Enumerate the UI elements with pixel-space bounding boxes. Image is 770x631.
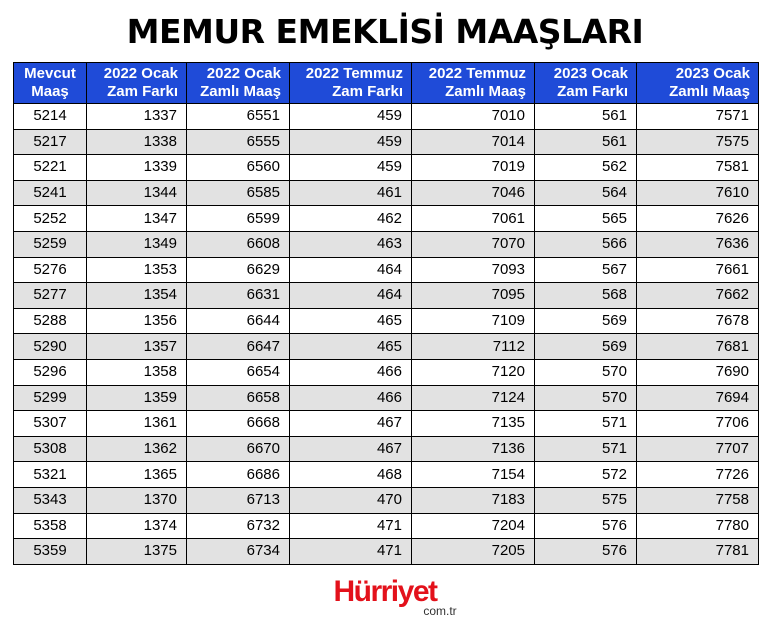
table-cell: 6732 — [187, 513, 290, 539]
column-header — [535, 63, 637, 104]
table-cell: 7758 — [637, 487, 759, 513]
table-cell: 5241 — [14, 180, 87, 206]
table-cell: 1354 — [87, 283, 187, 309]
table-cell: 467 — [290, 436, 412, 462]
table-row — [14, 385, 759, 411]
table-cell: 571 — [535, 436, 637, 462]
table-cell: 466 — [290, 385, 412, 411]
column-header-line: Mevcut — [24, 65, 76, 82]
table-cell: 7571 — [637, 104, 759, 130]
column-header-line: Zamlı Maaş — [445, 83, 526, 100]
table-cell: 5259 — [14, 231, 87, 257]
table-row — [14, 283, 759, 309]
page-title: MEMUR EMEKLİSİ MAAŞLARI — [126, 12, 644, 51]
table-cell: 7681 — [637, 334, 759, 360]
table-row — [14, 411, 759, 437]
column-header — [87, 63, 187, 104]
table-cell: 7636 — [637, 231, 759, 257]
table-cell: 465 — [290, 334, 412, 360]
table-cell: 5299 — [14, 385, 87, 411]
table-cell: 464 — [290, 257, 412, 283]
table-cell: 7581 — [637, 155, 759, 181]
table-cell: 5359 — [14, 539, 87, 565]
table-cell: 1356 — [87, 308, 187, 334]
table-cell: 7046 — [412, 180, 535, 206]
table-cell: 5252 — [14, 206, 87, 232]
table-cell: 6629 — [187, 257, 290, 283]
table-cell: 570 — [535, 359, 637, 385]
table-cell: 5307 — [14, 411, 87, 437]
table-cell: 465 — [290, 308, 412, 334]
column-header — [412, 63, 535, 104]
table-cell: 572 — [535, 462, 637, 488]
table-cell: 1344 — [87, 180, 187, 206]
table-cell: 6608 — [187, 231, 290, 257]
table-cell: 7120 — [412, 359, 535, 385]
column-header-line: 2022 Temmuz — [305, 65, 403, 82]
table-cell: 6555 — [187, 129, 290, 155]
column-header-line: 2022 Ocak — [103, 65, 178, 82]
table-cell: 1353 — [87, 257, 187, 283]
table-cell: 7205 — [412, 539, 535, 565]
table-cell: 5276 — [14, 257, 87, 283]
column-header — [637, 63, 759, 104]
table-cell: 7095 — [412, 283, 535, 309]
table-cell: 7626 — [637, 206, 759, 232]
table-cell: 569 — [535, 334, 637, 360]
table-cell: 7690 — [637, 359, 759, 385]
table-cell: 5288 — [14, 308, 87, 334]
table-cell: 7661 — [637, 257, 759, 283]
column-header-line: Zamlı Maaş — [200, 83, 281, 100]
column-header-line: Maaş — [31, 83, 69, 100]
table-row — [14, 334, 759, 360]
table-cell: 471 — [290, 513, 412, 539]
table-cell: 7610 — [637, 180, 759, 206]
pension-table — [13, 62, 759, 565]
table-header — [14, 63, 759, 104]
table-cell: 6713 — [187, 487, 290, 513]
table-cell: 462 — [290, 206, 412, 232]
column-header — [187, 63, 290, 104]
table-cell: 1361 — [87, 411, 187, 437]
table-cell: 7061 — [412, 206, 535, 232]
table-cell: 6631 — [187, 283, 290, 309]
table-cell: 463 — [290, 231, 412, 257]
table-cell: 1370 — [87, 487, 187, 513]
table-cell: 5296 — [14, 359, 87, 385]
table-cell: 7662 — [637, 283, 759, 309]
column-header-line: 2022 Ocak — [206, 65, 281, 82]
column-header-line: 2023 Ocak — [553, 65, 628, 82]
table-cell: 565 — [535, 206, 637, 232]
table-cell: 568 — [535, 283, 637, 309]
table-cell: 5221 — [14, 155, 87, 181]
table-cell: 571 — [535, 411, 637, 437]
table-cell: 470 — [290, 487, 412, 513]
table-cell: 7124 — [412, 385, 535, 411]
table-cell: 7575 — [637, 129, 759, 155]
table-cell: 7109 — [412, 308, 535, 334]
table-cell: 7070 — [412, 231, 535, 257]
table-row — [14, 155, 759, 181]
table-row — [14, 462, 759, 488]
table-cell: 570 — [535, 385, 637, 411]
column-header-line: Zamlı Maaş — [669, 83, 750, 100]
table-cell: 561 — [535, 129, 637, 155]
table-cell: 7010 — [412, 104, 535, 130]
table-cell: 7726 — [637, 462, 759, 488]
table-cell: 471 — [290, 539, 412, 565]
table-cell: 576 — [535, 539, 637, 565]
column-header — [290, 63, 412, 104]
table-cell: 7694 — [637, 385, 759, 411]
table-body — [14, 104, 759, 565]
table-cell: 6734 — [187, 539, 290, 565]
table-cell: 7135 — [412, 411, 535, 437]
table-cell: 7019 — [412, 155, 535, 181]
table-cell: 7112 — [412, 334, 535, 360]
table-cell: 7183 — [412, 487, 535, 513]
table-cell: 7154 — [412, 462, 535, 488]
table-cell: 1349 — [87, 231, 187, 257]
table-cell: 1365 — [87, 462, 187, 488]
table-cell: 1374 — [87, 513, 187, 539]
hurriyet-logo — [0, 577, 770, 618]
table-cell: 461 — [290, 180, 412, 206]
table-row — [14, 436, 759, 462]
table-cell: 6654 — [187, 359, 290, 385]
table-cell: 459 — [290, 129, 412, 155]
column-header-line: Zam Farkı — [557, 83, 628, 100]
column-header-line: Zam Farkı — [107, 83, 178, 100]
table-row — [14, 180, 759, 206]
table-cell: 7093 — [412, 257, 535, 283]
table-cell: 5321 — [14, 462, 87, 488]
table-cell: 7136 — [412, 436, 535, 462]
logo-name: Hürriyet — [333, 575, 437, 608]
table-cell: 6551 — [187, 104, 290, 130]
table-cell: 6560 — [187, 155, 290, 181]
table-row — [14, 487, 759, 513]
table-cell: 7204 — [412, 513, 535, 539]
table-row — [14, 231, 759, 257]
table-cell: 562 — [535, 155, 637, 181]
column-header-line: Zam Farkı — [332, 83, 403, 100]
table-cell: 6686 — [187, 462, 290, 488]
table-cell: 5308 — [14, 436, 87, 462]
column-header-line: 2022 Temmuz — [428, 65, 526, 82]
table-cell: 468 — [290, 462, 412, 488]
table-cell: 7780 — [637, 513, 759, 539]
table-cell: 5217 — [14, 129, 87, 155]
table-cell: 5343 — [14, 487, 87, 513]
table-cell: 1339 — [87, 155, 187, 181]
table-cell: 561 — [535, 104, 637, 130]
table-row — [14, 539, 759, 565]
table-cell: 1358 — [87, 359, 187, 385]
table-cell: 7781 — [637, 539, 759, 565]
table-cell: 6599 — [187, 206, 290, 232]
table-cell: 575 — [535, 487, 637, 513]
table-cell: 466 — [290, 359, 412, 385]
table-cell: 6658 — [187, 385, 290, 411]
table-row — [14, 104, 759, 130]
table-cell: 5214 — [14, 104, 87, 130]
table-cell: 6647 — [187, 334, 290, 360]
table-cell: 1347 — [87, 206, 187, 232]
table-cell: 569 — [535, 308, 637, 334]
table-cell: 7707 — [637, 436, 759, 462]
table-cell: 5290 — [14, 334, 87, 360]
table-cell: 459 — [290, 104, 412, 130]
table-cell: 6644 — [187, 308, 290, 334]
table-cell: 1357 — [87, 334, 187, 360]
table-cell: 1337 — [87, 104, 187, 130]
column-header-line: 2023 Ocak — [675, 65, 750, 82]
table-cell: 467 — [290, 411, 412, 437]
table-cell: 459 — [290, 155, 412, 181]
table-cell: 1338 — [87, 129, 187, 155]
table-row — [14, 513, 759, 539]
column-header — [14, 63, 87, 104]
table-row — [14, 308, 759, 334]
table-cell: 576 — [535, 513, 637, 539]
header-row — [14, 63, 759, 104]
table-cell: 1375 — [87, 539, 187, 565]
table-cell: 6670 — [187, 436, 290, 462]
table-cell: 567 — [535, 257, 637, 283]
table-cell: 5358 — [14, 513, 87, 539]
table-cell: 1362 — [87, 436, 187, 462]
table-cell: 7706 — [637, 411, 759, 437]
table-cell: 6668 — [187, 411, 290, 437]
table-cell: 5277 — [14, 283, 87, 309]
table-row — [14, 257, 759, 283]
table-row — [14, 359, 759, 385]
table-cell: 6585 — [187, 180, 290, 206]
table-row — [14, 206, 759, 232]
table-cell: 464 — [290, 283, 412, 309]
table-cell: 1359 — [87, 385, 187, 411]
table-cell: 7014 — [412, 129, 535, 155]
table-cell: 566 — [535, 231, 637, 257]
logo-domain: com.tr — [423, 604, 457, 618]
table-row — [14, 129, 759, 155]
table-cell: 564 — [535, 180, 637, 206]
table-cell: 7678 — [637, 308, 759, 334]
